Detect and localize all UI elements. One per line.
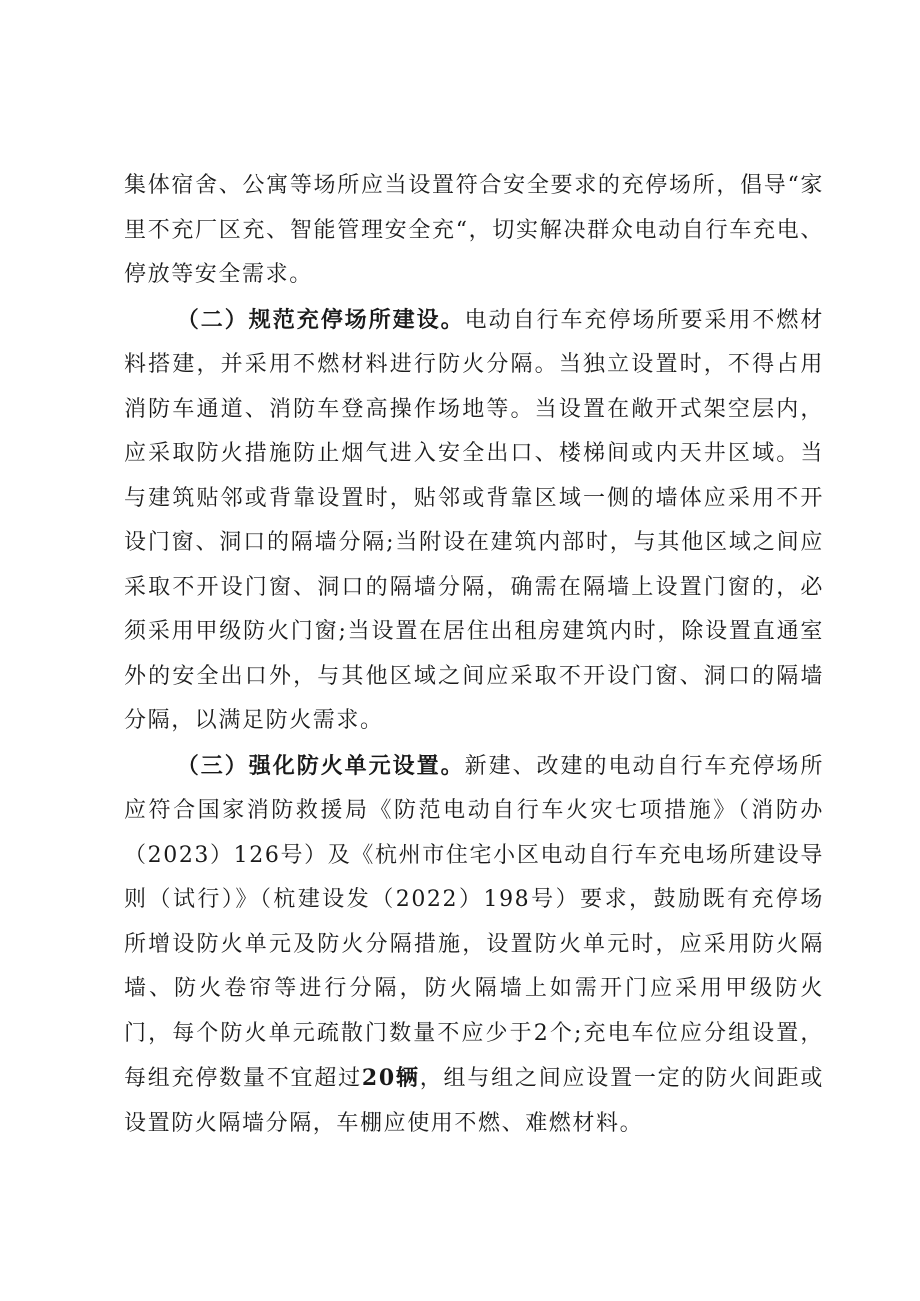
paragraph-continuation — [124, 164, 824, 298]
paragraph-section-2 — [124, 298, 824, 744]
paragraph-text: ，组与组之间应设置一定的防火间距或设置防火隔墙分隔，车棚应使用不燃、难燃材料。 — [124, 1066, 824, 1136]
emphasized-text: 20辆 — [361, 1065, 420, 1091]
paragraph-text: 新建、改建的电动自行车充停场所应符合国家消防救援局《防范电动自行车火灾七项措施》（消防办（2023）126号）及《杭州市住宅小区电动自行车充电场所建设导则（试行）》（杭建设发（2022）198号）要求，鼓励既有充停场所增设防火单元及防火分隔措施，设置防火单元时，应采用防火隔墙、防火卷帘等进行分隔，防火隔墙上如需开门应采用甲级防火门，每个防火单元疏散门数量不应少于2个;充电车位应分组设置，每组充停数量不宜超过 — [124, 753, 824, 1091]
section-heading: （二）规范充停场所建设。 — [176, 306, 465, 333]
paragraph-text: 集体宿舍、公寓等场所应当设置符合安全要求的充停场所，倡导“家里不充厂区充、智能管理安全充“，切实解决群众电动自行车充电、停放等安全需求。 — [124, 173, 824, 287]
document-body — [124, 164, 824, 1146]
paragraph-text: 电动自行车充停场所要采用不燃材料搭建，并采用不燃材料进行防火分隔。当独立设置时，不得占用消防车通道、消防车登高操作场地等。当设置在敞开式架空层内，应采取防火措施防止烟气进入安全出口、楼梯间或内天井区域。当与建筑贴邻或背靠设置时，贴邻或背靠区域一侧的墙体应采用不开设门窗、洞口的隔墙分隔;当附设在建筑内部时，与其他区域之间应采取不开设门窗、洞口的隔墙分隔，确需在隔墙上设置门窗的，必须采用甲级防火门窗;当设置在居住出租房建筑内时，除设置直通室外的安全出口外，与其他区域之间应采取不开设门窗、洞口的隔墙分隔，以满足防火需求。 — [124, 307, 824, 733]
section-heading: （三）强化防火单元设置。 — [176, 752, 465, 779]
paragraph-section-3 — [124, 744, 824, 1147]
